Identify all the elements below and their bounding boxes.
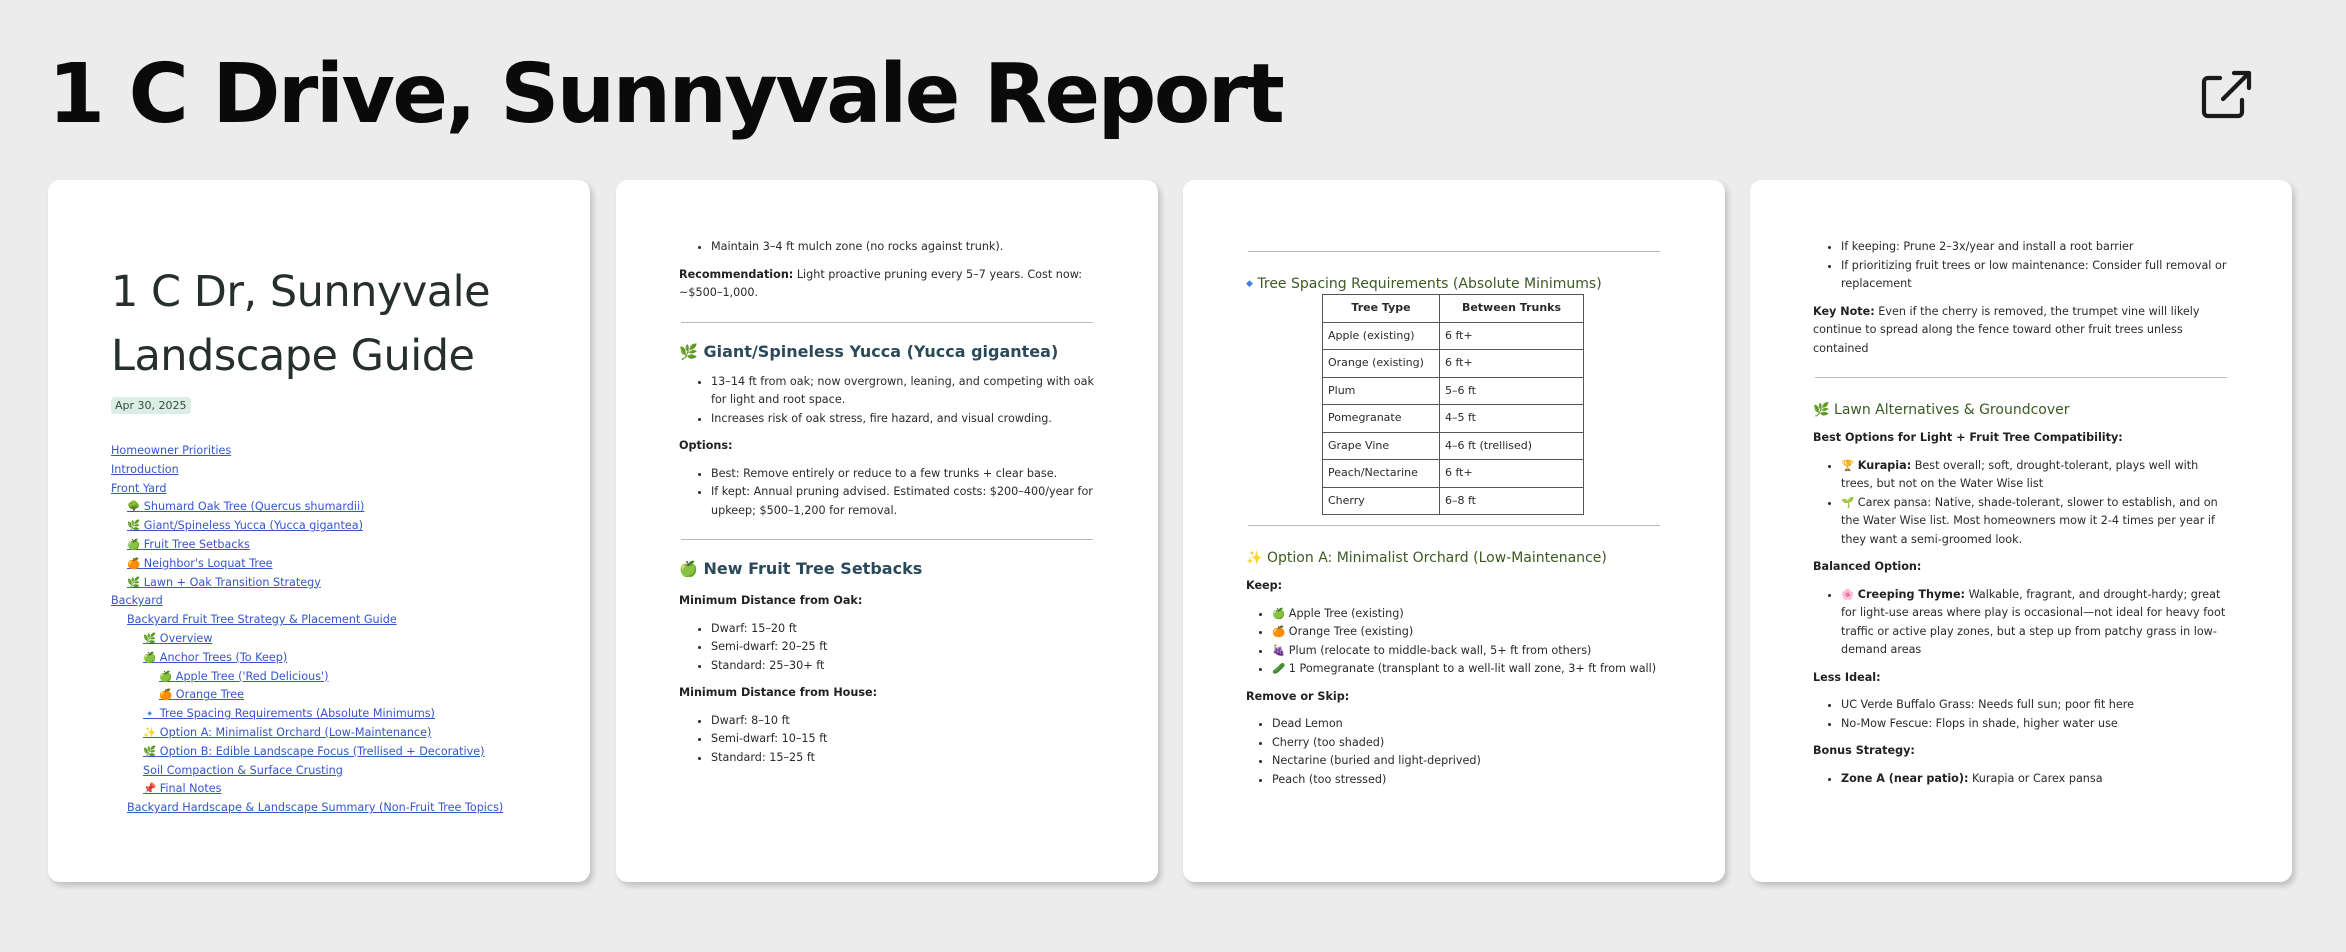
table-of-contents [111,442,503,818]
section-heading-lawn: 🌿 Lawn Alternatives & Groundcover [1813,402,2070,418]
seedling-icon: 🌱 [1841,495,1855,509]
list-item: • Dwarf: 8–10 ft [711,712,1095,731]
toc-link[interactable]: 🍏 Anchor Trees (To Keep) [143,650,288,664]
list-item: • 🌸 Creeping Thyme: Walkable, fragrant, and drought-hardy; great for light-use areas where play is occasional—not ideal for heavy foot traffic or active play zones, but a step up from patchy grass in low-demand areas [1841,586,2229,660]
sparkles-icon: ✨ [1246,551,1263,566]
less-ideal-label: Less Ideal: [1813,670,1881,684]
blue-diamond-icon: 🔹 [143,707,157,721]
table-header-row [1323,295,1584,323]
page-thumbnail-2[interactable] [616,180,1158,882]
toc-link[interactable]: Backyard [111,594,163,608]
toc-link[interactable]: 🌿 Giant/Spineless Yucca (Yucca gigantea) [127,519,363,533]
toc-link[interactable]: 🍏 Apple Tree ('Red Delicious') [159,669,329,683]
list-item: • Cherry (too shaded) [1272,734,1662,753]
spacing-table [1322,294,1584,515]
list-item: • If kept: Annual pruning advised. Estimated costs: $200–400/year for upkeep; $500–1,200 for removal. [711,483,1095,520]
bonus-strategy-label: Bonus Strategy: [1813,744,1915,757]
list-item: • 🏆 Kurapia: Best overall; soft, drought-tolerant, plays well with trees, but not on the Water Wise list [1841,457,2229,494]
toc-link[interactable]: Front Yard [111,481,167,495]
page-content [1246,251,1662,789]
open-external-button[interactable] [2196,64,2256,124]
column-header: Between Trunks [1440,295,1584,323]
list-item: • Semi-dwarf: 20–25 ft [711,638,1095,657]
toc-link[interactable]: Backyard Fruit Tree Strategy & Placement Guide [127,613,397,627]
list-item: • Nectarine (buried and light-deprived) [1272,752,1662,771]
keep-label: Keep: [1246,579,1283,592]
table-row: Cherry 6–8 ft [1323,487,1584,515]
list-item: • Dead Lemon [1272,715,1662,734]
bullet-list [1246,715,1662,789]
list-item: • Standard: 15–25 ft [711,749,1095,768]
table-row: Peach/Nectarine 6 ft+ [1323,460,1584,488]
section-heading-spacing: ◆ Tree Spacing Requirements (Absolute Minimums) [1246,276,1602,292]
divider [1248,251,1660,252]
list-item: • 🍇 Plum (relocate to middle-back wall, 5+ ft from others) [1272,642,1662,661]
house-distance-label: Minimum Distance from House: [679,686,878,699]
recommendation-paragraph: Recommendation: Light proactive pruning every 5–7 years. Cost now: ~$500–1,000. [679,267,1083,299]
list-item: • Maintain 3–4 ft mulch zone (no rocks against trunk). [711,238,1095,257]
list-item: • Dwarf: 15–20 ft [711,620,1095,639]
table-row: Apple (existing) 6 ft+ [1323,322,1584,350]
table-row: Pomegranate 4–5 ft [1323,405,1584,433]
herb-icon: 🌿 [127,519,141,533]
grapes-icon: 🍇 [1272,643,1286,657]
blue-diamond-icon: ◆ [1246,279,1253,289]
balanced-option-label: Balanced Option: [1813,560,1922,573]
bullet-list [1246,605,1662,679]
green-apple-icon: 🍏 [127,537,141,551]
list-item: • Standard: 25–30+ ft [711,657,1095,676]
tree-icon: 🌳 [127,500,141,514]
page-content [1813,238,2229,788]
best-options-label: Best Options for Light + Fruit Tree Compatibility: [1813,431,2123,444]
document-title [111,260,490,388]
toc-link[interactable]: 🔹 Tree Spacing Requirements (Absolute Minimums) [143,707,435,721]
list-item: • 🍏 Apple Tree (existing) [1272,605,1662,624]
herb-icon: 🌿 [143,631,157,645]
herb-icon: 🌿 [127,575,141,589]
sparkles-icon: ✨ [143,725,157,739]
toc-link[interactable]: 📌 Final Notes [143,782,222,796]
tangerine-icon: 🍊 [1272,625,1286,638]
bullet-list [1813,770,2229,789]
bullet-list [1813,457,2229,550]
list-item: • UC Verde Buffalo Grass: Needs full sun; poor fit here [1841,696,2229,715]
external-link-icon [2196,64,2256,124]
section-heading-yucca: 🌿 Giant/Spineless Yucca (Yucca gigantea) [679,341,1059,361]
green-apple-icon: 🍏 [143,650,157,664]
oak-distance-label: Minimum Distance from Oak: [679,594,863,607]
green-apple-icon: 🍏 [679,560,698,578]
toc-link[interactable]: 🍊 Neighbor's Loquat Tree [127,556,273,570]
divider [1248,525,1660,526]
list-item: • No-Mow Fescue: Flops in shade, higher water use [1841,715,2229,734]
list-item: • Best: Remove entirely or reduce to a few trunks + clear base. [711,465,1095,484]
section-heading-setbacks: 🍏 New Fruit Tree Setbacks [679,559,923,578]
toc-link[interactable]: Introduction [111,462,179,476]
page-thumbnail-3[interactable] [1183,180,1725,882]
cucumber-icon: 🥒 [1272,662,1286,675]
toc-link[interactable]: 🌿 Option B: Edible Landscape Focus (Trellised + Decorative) [143,744,485,758]
toc-link[interactable]: 🍏 Fruit Tree Setbacks [127,537,250,551]
title-line-2: Landscape Guide [111,331,475,381]
divider [1815,377,2227,378]
key-note-paragraph: Key Note: Even if the cherry is removed, the trumpet vine will likely continue to spread along the fence toward other fruit trees unless contained [1813,304,2200,355]
toc-link[interactable]: Homeowner Priorities [111,444,232,457]
page-thumbnail-4[interactable] [1750,180,2292,882]
herb-icon: 🌿 [679,342,698,361]
tangerine-icon: 🍊 [159,688,173,702]
cherry-blossom-icon: 🌸 [1841,587,1855,601]
list-item: • Zone A (near patio): Kurapia or Carex pansa [1841,770,2229,789]
pushpin-icon: 📌 [143,782,157,796]
date-badge: Apr 30, 2025 [111,397,191,414]
toc-link[interactable]: Backyard Hardscape & Landscape Summary (Non-Fruit Tree Topics) [127,801,504,815]
bullet-list [679,465,1095,521]
remove-label: Remove or Skip: [1246,689,1350,703]
page-content [679,238,1095,767]
divider [681,322,1093,323]
table-row: Plum 5–6 ft [1323,377,1584,405]
list-item: • Semi-dwarf: 10–15 ft [711,730,1095,749]
list-item: • If prioritizing fruit trees or low maintenance: Consider full removal or replacement [1841,257,2229,294]
list-item: • Increases risk of oak stress, fire hazard, and visual crowding. [711,410,1095,429]
herb-icon: 🌿 [1813,403,1830,418]
bullet-list [1813,696,2229,733]
options-label: Options: [679,439,733,452]
list-item: • 🥒 1 Pomegranate (transplant to a well-lit wall zone, 3+ ft from wall) [1272,660,1662,679]
list-item: • If keeping: Prune 2–3x/year and install a root barrier [1841,238,2229,257]
table-row: Orange (existing) 6 ft+ [1323,350,1584,378]
report-title: 1 C Drive, Sunnyvale Report [48,47,1283,142]
table-row: Grape Vine 4–6 ft (trellised) [1323,432,1584,460]
list-item: • 🍊 Orange Tree (existing) [1272,623,1662,642]
bullet-list [679,712,1095,768]
bullet-list [1813,238,2229,294]
trophy-icon: 🏆 [1841,458,1855,472]
toc-link[interactable]: Soil Compaction & Surface Crusting [143,763,343,777]
page-thumbnail-1[interactable] [48,180,590,882]
toc-link[interactable]: ✨ Option A: Minimalist Orchard (Low-Maintenance) [143,725,432,739]
bullet-list [679,620,1095,676]
title-line-1: 1 C Dr, Sunnyvale [111,267,491,317]
herb-icon: 🌿 [143,744,157,758]
bullet-list [679,238,1095,257]
toc-link[interactable]: 🌿 Lawn + Oak Transition Strategy [127,575,321,589]
column-header: Tree Type [1323,295,1440,323]
divider [681,539,1093,540]
tangerine-icon: 🍊 [127,556,141,570]
green-apple-icon: 🍏 [1272,606,1286,620]
list-item: • 🌱 Carex pansa: Native, shade-tolerant, slower to establish, and on the Water Wise list. Most homeowners mow it 2-4 times per year if they want a semi-groomed look. [1841,494,2229,550]
toc-link[interactable]: 🌳 Shumard Oak Tree (Quercus shumardii) [127,500,365,514]
list-item: • 13–14 ft from oak; now overgrown, leaning, and competing with oak for light and root space. [711,373,1095,410]
bullet-list [1813,586,2229,660]
green-apple-icon: 🍏 [159,669,173,683]
list-item: • Peach (too stressed) [1272,771,1662,790]
section-heading-option-a: ✨ Option A: Minimalist Orchard (Low-Maintenance) [1246,550,1607,566]
bullet-list [679,373,1095,429]
toc-link[interactable]: 🍊 Orange Tree [159,688,244,702]
toc-link[interactable]: 🌿 Overview [143,631,213,645]
